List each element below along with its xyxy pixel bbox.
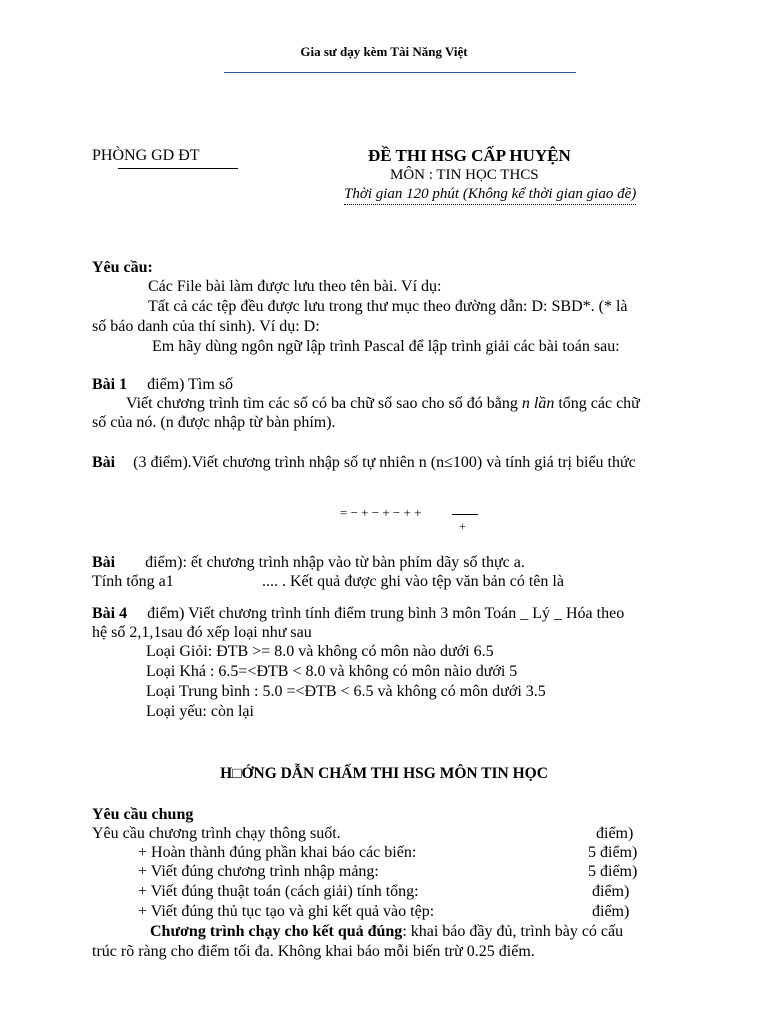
guide-item-4-points: điểm)	[592, 903, 630, 920]
requirements-line-1: Các File bài làm được lưu theo tên bài. Ví dụ:	[148, 278, 442, 295]
department-label: PHÒNG GD ĐT	[92, 147, 200, 164]
header-divider	[224, 72, 576, 73]
guide-item-3-points: điểm)	[592, 883, 630, 900]
bai4-yeu: Loại yếu: còn lại	[146, 703, 254, 720]
bai4-kha: Loại Khá : 6.5=<ĐTB < 8.0 và không có môn nàio dưới 5	[146, 663, 518, 680]
guide-item-2-points: 5 điểm)	[588, 863, 638, 880]
bai3-label: Bài	[92, 554, 116, 571]
guide-item-1: + Hoàn thành đúng phần khai báo các biến:	[138, 844, 417, 861]
guide-line-1: Yêu cầu chương trình chạy thông suốt.	[92, 825, 341, 842]
bai1-heading	[92, 375, 233, 395]
bai1-text-a: Viết chương trình tìm các số có ba chữ số sao cho số đó bằng	[126, 395, 522, 412]
bai2-fraction-bar	[452, 514, 478, 515]
guide-final-line-2: trúc rõ ràng cho điểm tối đa. Không khai báo mỗi biến trừ 0.25 điểm.	[92, 943, 535, 960]
guide-item-3: + Viết đúng thuật toán (cách giải) tính tổng:	[138, 883, 419, 900]
bai2-formula: = − + − + − + +	[340, 505, 422, 520]
bai3-text: điểm): ết chương trình nhập vào từ bàn phím dãy số thực a.	[145, 554, 525, 571]
bai1-line-2: số của nó. (n được nhập từ bàn phím).	[92, 414, 336, 431]
requirements-heading: Yêu cầu:	[92, 259, 153, 276]
bai3-line-2b: .... . Kết quả được ghi vào tệp văn bản có tên là	[262, 573, 564, 590]
bai4-text: điểm) Viết chương trình tính điểm trung bình 3 môn Toán _ Lý _ Hóa theo	[147, 605, 625, 622]
guide-heading: Yêu cầu chung	[92, 806, 194, 823]
bai3-line-1	[92, 553, 525, 573]
requirements-line-4: Em hãy dùng ngôn ngữ lập trình Pascal để lập trình giải các bài toán sau:	[152, 338, 620, 355]
exam-title: ĐỀ THI HSG CẤP HUYỆN	[368, 146, 571, 165]
exam-subject: MÔN : TIN HỌC THCS	[390, 167, 539, 183]
guide-line-1-points: điểm)	[596, 825, 634, 842]
bai1-label: Bài 1	[92, 376, 128, 393]
requirements-line-3: số báo danh của thí sinh). Ví dụ: D:	[92, 318, 320, 335]
requirements-line-2: Tất cả các tệp đều được lưu trong thư mục theo đường dẫn: D: SBD*. (* là	[148, 298, 628, 315]
bai1-text-italic: n lần	[521, 395, 555, 412]
bai2-line	[92, 453, 636, 473]
bai4-gioi: Loại Giỏi: ĐTB >= 8.0 và không có môn nào dưới 6.5	[146, 643, 494, 660]
exam-time: Thời gian 120 phút (Không kể thời gian giao đề)	[344, 184, 636, 205]
guide-final-bold: Chương trình chạy cho kết quả đúng	[150, 923, 403, 940]
bai2-label: Bài	[92, 454, 116, 471]
guide-item-1-points: 5 điểm)	[588, 844, 638, 861]
bai3-line-2a: Tính tổng a1	[92, 573, 174, 590]
bai4-trung-binh: Loại Trung bình : 5.0 =<ĐTB < 6.5 và không có môn dưới 3.5	[146, 683, 546, 700]
guide-final-rest: : khai báo đầy đủ, trình bày có cấu	[402, 923, 624, 940]
guide-item-2: + Viết đúng chương trình nhập mảng:	[138, 863, 379, 880]
department-underline	[118, 168, 238, 169]
bai2-formula-denominator: +	[459, 519, 466, 533]
bai4-label: Bài 4	[92, 605, 128, 622]
bai1-text-b: tổng các chữ	[554, 395, 640, 412]
bai4-line-1	[92, 604, 624, 624]
site-header-title: Gia sư dạy kèm Tài Năng Việt	[300, 44, 468, 59]
guide-title: H□ỚNG DẪN CHẤM THI HSG MÔN TIN HỌC	[220, 765, 548, 782]
bai1-points: điểm) Tìm số	[147, 376, 234, 393]
guide-item-4: + Viết đúng thủ tục tạo và ghi kết quả vào tệp:	[138, 903, 435, 920]
bai2-text: (3 điểm).Viết chương trình nhập số tự nhiên n (n≤100) và tính giá trị biểu thức	[133, 454, 636, 471]
bai1-line-1	[126, 394, 640, 414]
guide-final-line-1	[150, 922, 623, 942]
bai4-line-2: hệ số 2,1,1sau đó xếp loại như sau	[92, 624, 312, 641]
